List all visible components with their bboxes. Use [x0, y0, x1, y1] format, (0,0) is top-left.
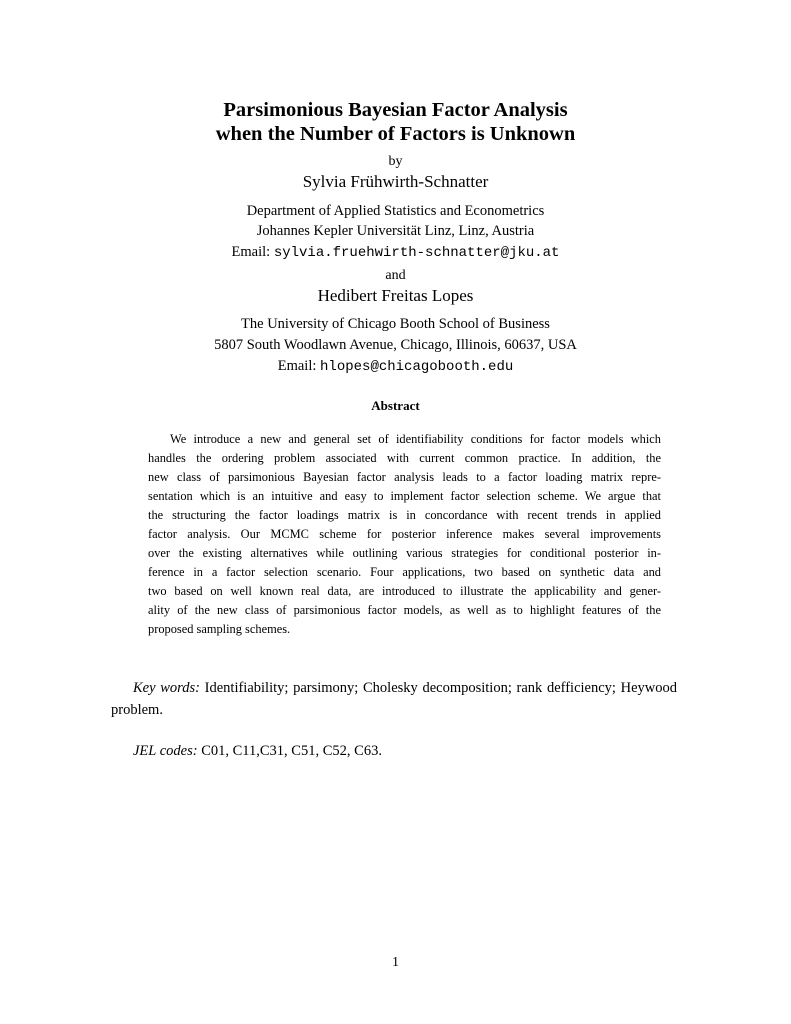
author-1-email-label: Email: — [231, 244, 271, 260]
abstract-line: We introduce a new and general set of identifiability conditions for factor models which — [170, 432, 661, 446]
paper-title-line-2: when the Number of Factors is Unknown — [215, 123, 576, 145]
abstract-line: two based on well known real data, are introduced to illustrate the applicability and gener- — [148, 584, 661, 598]
abstract-line: ference in a factor selection scenario. Four applications, two based on synthetic data and — [148, 565, 661, 579]
author-1-university: Johannes Kepler Universität Linz, Linz, Austria — [256, 223, 535, 239]
abstract-line: sentation which is an intuitive and easy to implement factor selection scheme. We argue that — [148, 489, 661, 503]
keywords-label: Key words: — [133, 680, 200, 696]
author-2-school: The University of Chicago Booth School of Business — [241, 316, 550, 332]
author-1-email-line — [0, 244, 791, 261]
keywords-text: Identifiability; parsimony; Cholesky decomposition; rank defficiency; Heywood — [204, 680, 678, 696]
abstract-line: ality of the new class of parsimonious factor models, as well as to highlight features of the — [148, 603, 661, 617]
keywords-line-1 — [111, 677, 677, 699]
author-1-name: Sylvia Frühwirth-Schnatter — [302, 172, 489, 191]
abstract-line: over the existing alternatives while outlining various strategies for conditional posterior in- — [148, 546, 661, 560]
abstract-line: new class of parsimonious Bayesian factor analysis leads to a factor loading matrix repre- — [148, 470, 661, 484]
author-1-department: Department of Applied Statistics and Econometrics — [246, 203, 545, 219]
and-label: and — [385, 268, 406, 283]
author-2-address: 5807 South Woodlawn Avenue, Chicago, Illinois, 60637, USA — [214, 337, 577, 353]
page-number: 1 — [392, 955, 399, 970]
jel-codes-label: JEL codes: — [133, 743, 198, 759]
jel-codes-section — [133, 743, 382, 760]
abstract-line: factor analysis. Our MCMC scheme for posterior inference makes several improvements — [148, 527, 661, 541]
abstract-line: the structuring the factor loadings matrix is in concordance with recent trends in applied — [148, 508, 661, 522]
abstract-line: handles the ordering problem associated with current common practice. In addition, the — [148, 451, 661, 465]
abstract-heading: Abstract — [371, 398, 420, 413]
author-2-name: Hedibert Freitas Lopes — [317, 286, 474, 305]
author-2-email-line — [0, 358, 791, 375]
by-label: by — [388, 154, 403, 169]
author-2-email-label: Email: — [277, 358, 317, 374]
jel-codes: C01, C11,C31, C51, C52, C63. — [201, 743, 382, 759]
abstract-line: proposed sampling schemes. — [148, 622, 291, 636]
paper-title-line-1: Parsimonious Bayesian Factor Analysis — [223, 99, 568, 121]
abstract-body — [148, 430, 661, 639]
author-2-email[interactable]: hlopes@chicagobooth.edu — [320, 359, 514, 375]
keywords-line-2: problem. — [111, 702, 163, 718]
author-1-email[interactable]: sylvia.fruehwirth-schnatter@jku.at — [273, 245, 560, 261]
keywords-section — [111, 677, 677, 721]
